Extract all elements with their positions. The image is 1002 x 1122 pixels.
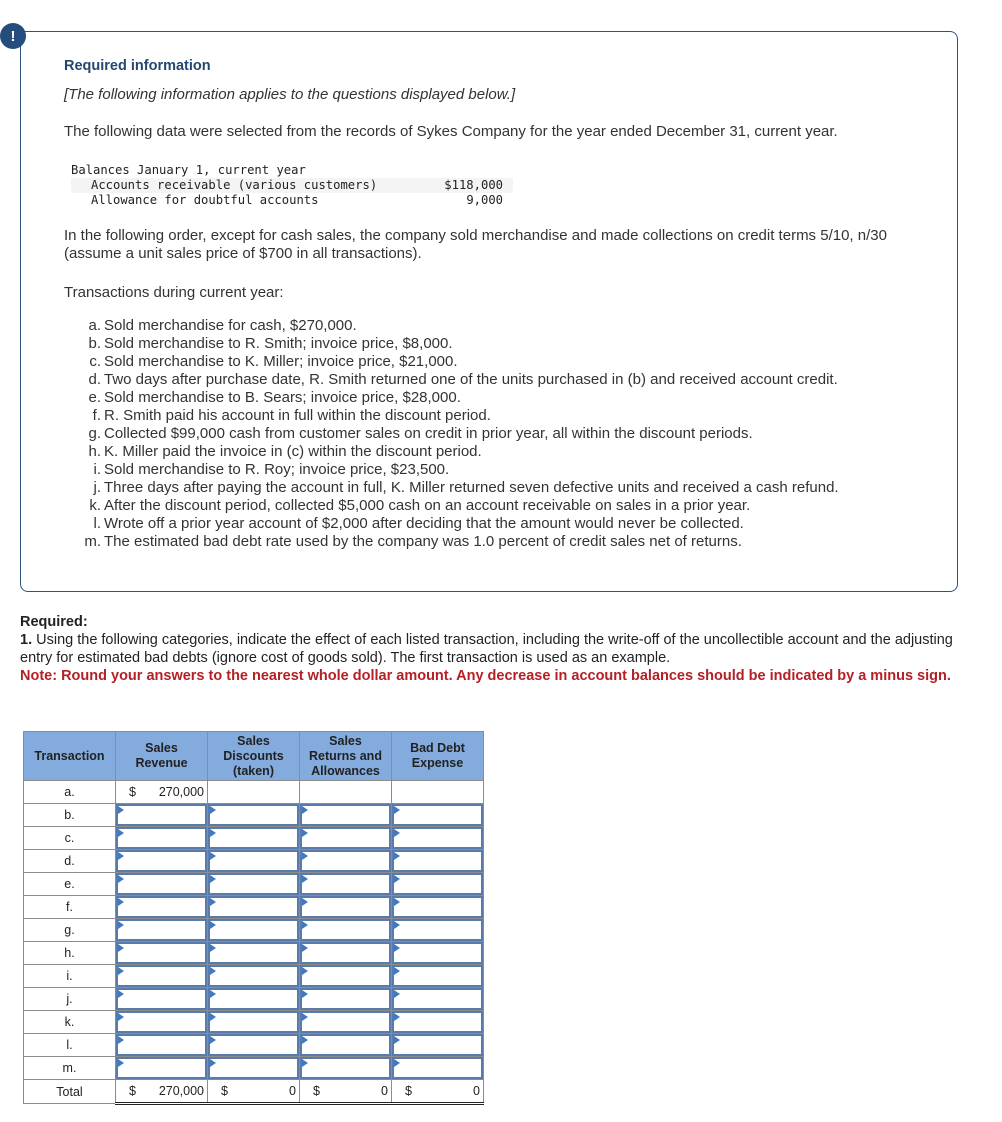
sales-discounts-cell bbox=[208, 1034, 300, 1057]
transaction-letter: m. bbox=[84, 533, 101, 550]
sales-discounts-cell bbox=[208, 942, 300, 965]
sales-revenue-cell bbox=[116, 827, 208, 850]
sales-revenue-input[interactable] bbox=[116, 827, 207, 849]
info-title: Required information bbox=[64, 58, 211, 74]
balance-row bbox=[71, 193, 513, 208]
row-label: i. bbox=[24, 965, 116, 988]
sales-revenue-input[interactable] bbox=[116, 1011, 207, 1033]
sales-returns-cell bbox=[300, 965, 392, 988]
currency-symbol: $ bbox=[221, 1084, 228, 1098]
transaction-text: Three days after paying the account in full, K. Miller returned seven defective units and received a cash refund. bbox=[104, 479, 839, 496]
table-row bbox=[24, 1034, 484, 1057]
amount: 0 bbox=[289, 1084, 296, 1098]
table-row bbox=[24, 804, 484, 827]
transaction-letter: j. bbox=[93, 479, 101, 496]
currency-symbol: $ bbox=[405, 1084, 412, 1098]
sales-returns-cell bbox=[300, 942, 392, 965]
balance-label: Allowance for doubtful accounts bbox=[91, 193, 319, 207]
sales-discounts-cell bbox=[208, 804, 300, 827]
required-instruction bbox=[20, 631, 960, 667]
sales-discounts-input[interactable] bbox=[208, 873, 299, 895]
bad-debt-expense-cell bbox=[392, 1057, 484, 1080]
transaction-text: Sold merchandise to B. Sears; invoice price, $28,000. bbox=[104, 389, 461, 406]
sales-revenue-input[interactable] bbox=[116, 1034, 207, 1056]
balance-label: Accounts receivable (various customers) bbox=[91, 178, 378, 192]
sales-revenue-cell bbox=[116, 850, 208, 873]
sales-discounts-input[interactable] bbox=[208, 896, 299, 918]
sales-revenue-cell bbox=[116, 1057, 208, 1080]
transaction-item bbox=[71, 497, 839, 515]
sales-returns-cell bbox=[300, 1034, 392, 1057]
transaction-item bbox=[71, 533, 839, 551]
currency-symbol: $ bbox=[129, 1084, 136, 1098]
sales-discounts-input[interactable] bbox=[208, 942, 299, 964]
amount: 0 bbox=[381, 1084, 388, 1098]
bad-debt-expense-total bbox=[392, 1080, 484, 1104]
sales-revenue-input[interactable] bbox=[116, 873, 207, 895]
transaction-text: The estimated bad debt rate used by the company was 1.0 percent of credit sales net of returns. bbox=[104, 533, 742, 550]
transaction-text: Sold merchandise for cash, $270,000. bbox=[104, 317, 357, 334]
transaction-item bbox=[71, 515, 839, 533]
required-heading: Required: bbox=[20, 614, 88, 630]
table-row bbox=[24, 1057, 484, 1080]
sales-discounts-cell bbox=[208, 873, 300, 896]
sales-returns-input[interactable] bbox=[300, 988, 391, 1010]
table-row-example bbox=[24, 781, 484, 804]
bad-debt-expense-cell bbox=[392, 919, 484, 942]
bad-debt-expense-cell bbox=[392, 804, 484, 827]
sales-revenue-cell bbox=[116, 896, 208, 919]
bad-debt-expense-cell bbox=[392, 1011, 484, 1034]
sales-discounts-input[interactable] bbox=[208, 1011, 299, 1033]
sales-revenue-total bbox=[116, 1080, 208, 1104]
transaction-text: Sold merchandise to K. Miller; invoice price, $21,000. bbox=[104, 353, 458, 370]
sales-discounts-cell bbox=[208, 1011, 300, 1034]
row-label: a. bbox=[24, 781, 116, 804]
transaction-letter: i. bbox=[93, 461, 101, 478]
balance-value: $118,000 bbox=[444, 178, 503, 192]
sales-discounts-total bbox=[208, 1080, 300, 1104]
bad-debt-expense-cell bbox=[392, 942, 484, 965]
sales-returns-cell bbox=[300, 827, 392, 850]
sales-discounts-input[interactable] bbox=[208, 988, 299, 1010]
row-label: b. bbox=[24, 804, 116, 827]
transaction-item bbox=[71, 461, 839, 479]
sales-revenue-cell bbox=[116, 1034, 208, 1057]
transaction-item bbox=[71, 389, 839, 407]
header-bad-debt-expense bbox=[392, 732, 484, 781]
total-row bbox=[24, 1080, 484, 1104]
transaction-letter: h. bbox=[88, 443, 101, 460]
sales-discounts-input[interactable] bbox=[208, 1057, 299, 1079]
transaction-letter: e. bbox=[88, 389, 101, 406]
sales-discounts-input[interactable] bbox=[208, 804, 299, 826]
transaction-letter: c. bbox=[89, 353, 101, 370]
sales-returns-cell bbox=[300, 1057, 392, 1080]
header-sales-returns bbox=[300, 732, 392, 781]
sales-returns-cell bbox=[300, 850, 392, 873]
row-label: c. bbox=[24, 827, 116, 850]
table-row bbox=[24, 827, 484, 850]
sales-discounts-input[interactable] bbox=[208, 1034, 299, 1056]
row-label: g. bbox=[24, 919, 116, 942]
bad-debt-expense-input[interactable] bbox=[392, 850, 483, 872]
required-note: Note: Round your answers to the nearest whole dollar amount. Any decrease in account balances should be indicated by a minus sign. bbox=[20, 668, 951, 684]
sales-discounts-input[interactable] bbox=[208, 827, 299, 849]
header-sales-discounts-label: Sales Discounts (taken) bbox=[223, 733, 284, 778]
sales-returns-input[interactable] bbox=[300, 1011, 391, 1033]
row-label: d. bbox=[24, 850, 116, 873]
sales-revenue-cell bbox=[116, 965, 208, 988]
transaction-item bbox=[71, 407, 839, 425]
sales-revenue-cell bbox=[116, 919, 208, 942]
transactions-heading: Transactions during current year: bbox=[64, 284, 284, 301]
sales-revenue-input[interactable] bbox=[116, 988, 207, 1010]
sales-revenue-input[interactable] bbox=[116, 1057, 207, 1079]
sales-returns-input[interactable] bbox=[300, 965, 391, 987]
transactions-list bbox=[71, 317, 839, 551]
balances-heading: Balances January 1, current year bbox=[71, 163, 306, 177]
credit-terms-paragraph: In the following order, except for cash sales, the company sold merchandise and made collections on credit terms 5/10, n/30 (assume a unit sales price of $700 in all transactions). bbox=[64, 227, 887, 262]
header-bad-debt-label: Bad Debt Expense bbox=[410, 741, 465, 770]
sales-revenue-value bbox=[116, 781, 208, 804]
transaction-text: R. Smith paid his account in full within the discount period. bbox=[104, 407, 491, 424]
sales-returns-input[interactable] bbox=[300, 827, 391, 849]
bad-debt-expense-input[interactable] bbox=[392, 1057, 483, 1079]
sales-returns-cell bbox=[300, 919, 392, 942]
transaction-text: Two days after purchase date, R. Smith returned one of the units purchased in (b) and received account credit. bbox=[104, 371, 838, 388]
bad-debt-expense-input[interactable] bbox=[392, 988, 483, 1010]
bad-debt-expense-cell bbox=[392, 988, 484, 1011]
sales-returns-input[interactable] bbox=[300, 1057, 391, 1079]
bad-debt-expense-input[interactable] bbox=[392, 942, 483, 964]
header-transaction: Transaction bbox=[24, 732, 116, 781]
row-label: k. bbox=[24, 1011, 116, 1034]
transaction-item bbox=[71, 335, 839, 353]
transaction-effects-table bbox=[23, 731, 484, 1105]
sales-revenue-input[interactable] bbox=[116, 896, 207, 918]
transaction-text: After the discount period, collected $5,000 cash on an account receivable on sales in a prior year. bbox=[104, 497, 751, 514]
table-row bbox=[24, 873, 484, 896]
sales-returns-cell bbox=[300, 988, 392, 1011]
table-row bbox=[24, 942, 484, 965]
sales-returns-input[interactable] bbox=[300, 942, 391, 964]
sales-revenue-cell bbox=[116, 942, 208, 965]
sales-returns-cell bbox=[300, 873, 392, 896]
currency-symbol: $ bbox=[129, 785, 136, 799]
sales-revenue-input[interactable] bbox=[116, 919, 207, 941]
balance-row bbox=[71, 178, 513, 193]
total-label: Total bbox=[24, 1080, 116, 1104]
transaction-item bbox=[71, 353, 839, 371]
row-label: f. bbox=[24, 896, 116, 919]
transaction-item bbox=[71, 479, 839, 497]
transaction-item bbox=[71, 317, 839, 335]
header-sales-discounts bbox=[208, 732, 300, 781]
sales-discounts-cell bbox=[208, 896, 300, 919]
bad-debt-expense-input[interactable] bbox=[392, 896, 483, 918]
table-row bbox=[24, 965, 484, 988]
balance-value: 9,000 bbox=[466, 193, 503, 207]
row-label: m. bbox=[24, 1057, 116, 1080]
sales-revenue-input[interactable] bbox=[116, 804, 207, 826]
sales-returns-input[interactable] bbox=[300, 896, 391, 918]
table-row bbox=[24, 919, 484, 942]
sales-revenue-input[interactable] bbox=[116, 850, 207, 872]
bad-debt-expense-input[interactable] bbox=[392, 804, 483, 826]
sales-returns-cell bbox=[300, 1011, 392, 1034]
transaction-letter: d. bbox=[88, 371, 101, 388]
info-italic-note: [The following information applies to the questions displayed below.] bbox=[64, 86, 516, 103]
sales-revenue-cell bbox=[116, 804, 208, 827]
alert-icon: ! bbox=[0, 23, 26, 49]
sales-discounts-cell bbox=[208, 965, 300, 988]
bad-debt-expense-cell bbox=[392, 850, 484, 873]
amount: 0 bbox=[473, 1084, 480, 1098]
required-number: 1. bbox=[20, 632, 33, 648]
transaction-letter: k. bbox=[89, 497, 101, 514]
sales-discounts-cell bbox=[208, 850, 300, 873]
sales-revenue-cell bbox=[116, 988, 208, 1011]
bad-debt-expense-cell bbox=[392, 1034, 484, 1057]
sales-returns-input[interactable] bbox=[300, 850, 391, 872]
table-row bbox=[24, 988, 484, 1011]
row-label: j. bbox=[24, 988, 116, 1011]
bad-debt-expense-input[interactable] bbox=[392, 965, 483, 987]
sales-revenue-cell bbox=[116, 873, 208, 896]
amount: 270,000 bbox=[158, 785, 204, 799]
row-label: h. bbox=[24, 942, 116, 965]
required-text: Using the following categories, indicate the effect of each listed transaction, including the write-off of the uncollectible account and the adjusting entry for estimated bad debts (ignore cost of goods sold). The first transaction is used as an example. bbox=[20, 632, 953, 666]
sales-returns-input[interactable] bbox=[300, 873, 391, 895]
transaction-letter: f. bbox=[92, 407, 101, 424]
empty-cell bbox=[208, 781, 300, 804]
sales-returns-cell bbox=[300, 896, 392, 919]
bad-debt-expense-input[interactable] bbox=[392, 1034, 483, 1056]
row-label: e. bbox=[24, 873, 116, 896]
sales-revenue-input[interactable] bbox=[116, 965, 207, 987]
transaction-letter: b. bbox=[88, 335, 101, 352]
info-intro: The following data were selected from the records of Sykes Company for the year ended December 31, current year. bbox=[64, 123, 838, 140]
sales-returns-total bbox=[300, 1080, 392, 1104]
balances-heading-row bbox=[71, 163, 513, 178]
bad-debt-expense-cell bbox=[392, 873, 484, 896]
header-sales-returns-label: Sales Returns and Allowances bbox=[309, 733, 382, 778]
currency-symbol: $ bbox=[313, 1084, 320, 1098]
sales-returns-input[interactable] bbox=[300, 1034, 391, 1056]
bad-debt-expense-cell bbox=[392, 965, 484, 988]
transaction-text: Sold merchandise to R. Smith; invoice price, $8,000. bbox=[104, 335, 453, 352]
transaction-text: Sold merchandise to R. Roy; invoice price, $23,500. bbox=[104, 461, 450, 478]
transaction-letter: g. bbox=[88, 425, 101, 442]
transaction-text: K. Miller paid the invoice in (c) within the discount period. bbox=[104, 443, 482, 460]
sales-returns-input[interactable] bbox=[300, 804, 391, 826]
balances-block bbox=[71, 163, 513, 208]
sales-revenue-cell bbox=[116, 1011, 208, 1034]
sales-discounts-cell bbox=[208, 919, 300, 942]
sales-returns-input[interactable] bbox=[300, 919, 391, 941]
transaction-text: Wrote off a prior year account of $2,000 after deciding that the amount would never be collected. bbox=[104, 515, 744, 532]
table-row bbox=[24, 1011, 484, 1034]
transaction-item bbox=[71, 425, 839, 443]
sales-discounts-input[interactable] bbox=[208, 965, 299, 987]
sales-revenue-input[interactable] bbox=[116, 942, 207, 964]
sales-discounts-cell bbox=[208, 988, 300, 1011]
bad-debt-expense-input[interactable] bbox=[392, 919, 483, 941]
empty-cell bbox=[300, 781, 392, 804]
bad-debt-expense-input[interactable] bbox=[392, 827, 483, 849]
bad-debt-expense-input[interactable] bbox=[392, 873, 483, 895]
amount: 270,000 bbox=[158, 1084, 204, 1098]
header-sales-revenue-label: Sales Revenue bbox=[135, 741, 188, 770]
transaction-letter: l. bbox=[93, 515, 101, 532]
required-information-box bbox=[20, 31, 958, 592]
transaction-text: Collected $99,000 cash from customer sales on credit in prior year, all within the discount periods. bbox=[104, 425, 753, 442]
empty-cell bbox=[392, 781, 484, 804]
table-row bbox=[24, 850, 484, 873]
sales-discounts-input[interactable] bbox=[208, 850, 299, 872]
sales-returns-cell bbox=[300, 804, 392, 827]
sales-discounts-input[interactable] bbox=[208, 919, 299, 941]
bad-debt-expense-cell bbox=[392, 827, 484, 850]
header-sales-revenue bbox=[116, 732, 208, 781]
table-row bbox=[24, 896, 484, 919]
transaction-letter: a. bbox=[88, 317, 101, 334]
sales-discounts-cell bbox=[208, 1057, 300, 1080]
transaction-item bbox=[71, 371, 839, 389]
bad-debt-expense-cell bbox=[392, 896, 484, 919]
transaction-item bbox=[71, 443, 839, 461]
row-label: l. bbox=[24, 1034, 116, 1057]
sales-discounts-cell bbox=[208, 827, 300, 850]
required-section bbox=[20, 613, 960, 685]
bad-debt-expense-input[interactable] bbox=[392, 1011, 483, 1033]
table-header-row bbox=[24, 732, 484, 781]
